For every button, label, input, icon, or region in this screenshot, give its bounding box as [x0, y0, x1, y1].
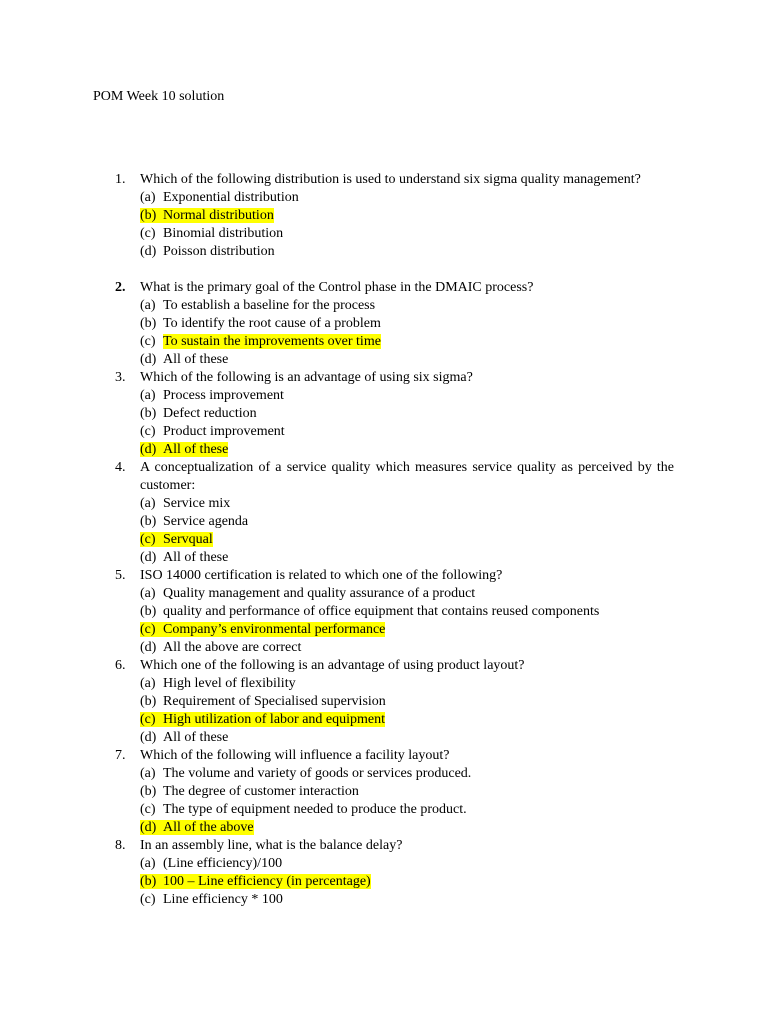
option-d	[140, 549, 674, 567]
option-letter: (c)	[140, 622, 156, 637]
option-text: Company’s environmental performance	[163, 622, 386, 637]
option-letter: (c)	[140, 226, 156, 241]
option-text: (Line efficiency)/100	[163, 856, 283, 871]
option-letter: (c)	[140, 802, 156, 817]
option-b	[140, 603, 674, 621]
option-text: To establish a baseline for the process	[163, 298, 376, 313]
option-a	[140, 675, 674, 693]
option-list	[140, 585, 674, 657]
option-d-correct	[140, 441, 674, 459]
option-d	[140, 639, 674, 657]
option-text: Service mix	[163, 496, 231, 511]
option-letter: (a)	[140, 190, 156, 205]
option-letter: (b)	[140, 694, 157, 709]
option-letter: (b)	[140, 784, 157, 799]
option-letter: (d)	[140, 244, 157, 259]
question-6	[0, 657, 768, 747]
option-letter: (d)	[140, 352, 157, 367]
option-text: All of these	[163, 730, 229, 745]
option-a	[140, 387, 674, 405]
question-number: 3.	[115, 370, 126, 385]
option-list	[140, 189, 674, 261]
question-8	[0, 837, 768, 909]
question-number: 1.	[115, 172, 126, 187]
option-c-correct	[140, 333, 674, 351]
option-text: Normal distribution	[163, 208, 274, 223]
option-letter: (a)	[140, 298, 156, 313]
option-text: The type of equipment needed to produce the product.	[163, 802, 467, 817]
option-text: All of these	[163, 352, 229, 367]
option-letter: (b)	[140, 208, 157, 223]
option-text: Poisson distribution	[163, 244, 275, 259]
question-5	[0, 567, 768, 657]
option-a	[140, 297, 674, 315]
option-d	[140, 729, 674, 747]
option-text: Servqual	[163, 532, 213, 547]
option-letter: (b)	[140, 316, 157, 331]
option-text: Service agenda	[163, 514, 249, 529]
option-text: To identify the root cause of a problem	[163, 316, 381, 331]
option-a	[140, 585, 674, 603]
question-number: 6.	[115, 658, 126, 673]
question-number: 5.	[115, 568, 126, 583]
option-b	[140, 513, 674, 531]
option-b	[140, 315, 674, 333]
option-text: 100 – Line efficiency (in percentage)	[163, 874, 371, 889]
option-a	[140, 765, 674, 783]
option-a	[140, 189, 674, 207]
option-b	[140, 405, 674, 423]
option-c	[140, 891, 674, 909]
question-text: Which of the following distribution is used to understand six sigma quality management?	[140, 172, 641, 187]
option-letter: (b)	[140, 406, 157, 421]
question-text: A conceptualization of a service quality which measures service quality as perceived by the customer:	[140, 460, 674, 493]
option-list	[140, 675, 674, 747]
option-text: Line efficiency * 100	[163, 892, 283, 907]
question-number: 8.	[115, 838, 126, 853]
option-letter: (b)	[140, 604, 157, 619]
option-text: All of these	[163, 442, 229, 457]
option-text: All of the above	[163, 820, 254, 835]
question-3	[0, 369, 768, 459]
question-number: 4.	[115, 460, 126, 475]
question-text: What is the primary goal of the Control phase in the DMAIC process?	[140, 280, 534, 295]
option-b-correct	[140, 207, 674, 225]
option-c	[140, 801, 674, 819]
option-text: All the above are correct	[163, 640, 302, 655]
option-c	[140, 423, 674, 441]
option-letter: (a)	[140, 388, 156, 403]
option-letter: (d)	[140, 442, 157, 457]
question-text: Which one of the following is an advantage of using product layout?	[140, 658, 525, 673]
option-text: All of these	[163, 550, 229, 565]
option-text: Quality management and quality assurance of a product	[163, 586, 476, 601]
option-list	[140, 765, 674, 837]
question-list	[0, 171, 768, 909]
option-text: The degree of customer interaction	[163, 784, 359, 799]
option-c-correct	[140, 531, 674, 549]
option-d	[140, 351, 674, 369]
question-text: Which of the following is an advantage of using six sigma?	[140, 370, 473, 385]
option-letter: (c)	[140, 712, 156, 727]
question-number: 2.	[115, 280, 126, 295]
question-text: In an assembly line, what is the balance delay?	[140, 838, 403, 853]
option-text: Defect reduction	[163, 406, 257, 421]
option-letter: (b)	[140, 514, 157, 529]
option-d-correct	[140, 819, 674, 837]
option-list	[140, 387, 674, 459]
option-text: Requirement of Specialised supervision	[163, 694, 386, 709]
option-text: To sustain the improvements over time	[163, 334, 381, 349]
option-b	[140, 693, 674, 711]
option-a	[140, 495, 674, 513]
question-4	[0, 459, 768, 567]
option-text: High level of flexibility	[163, 676, 296, 691]
option-c-correct	[140, 711, 674, 729]
question-7	[0, 747, 768, 837]
option-letter: (c)	[140, 532, 156, 547]
option-letter: (a)	[140, 766, 156, 781]
option-list	[140, 495, 674, 567]
option-letter: (a)	[140, 586, 156, 601]
option-b	[140, 783, 674, 801]
option-letter: (b)	[140, 874, 157, 889]
option-letter: (d)	[140, 730, 157, 745]
option-a	[140, 855, 674, 873]
option-letter: (c)	[140, 334, 156, 349]
option-list	[140, 297, 674, 369]
question-text: ISO 14000 certification is related to which one of the following?	[140, 568, 503, 583]
option-d	[140, 243, 674, 261]
option-b-correct	[140, 873, 674, 891]
option-text: The volume and variety of goods or services produced.	[163, 766, 472, 781]
question-text: Which of the following will influence a facility layout?	[140, 748, 450, 763]
option-c	[140, 225, 674, 243]
option-list	[140, 855, 674, 909]
option-text: Exponential distribution	[163, 190, 299, 205]
question-2	[0, 279, 768, 369]
page-title: POM Week 10 solution	[93, 89, 225, 104]
question-number: 7.	[115, 748, 126, 763]
option-letter: (a)	[140, 856, 156, 871]
option-letter: (c)	[140, 892, 156, 907]
option-c-correct	[140, 621, 674, 639]
option-letter: (a)	[140, 676, 156, 691]
option-letter: (d)	[140, 550, 157, 565]
option-text: High utilization of labor and equipment	[163, 712, 386, 727]
option-text: Product improvement	[163, 424, 285, 439]
option-text: quality and performance of office equipment that contains reused components	[163, 604, 600, 619]
option-text: Process improvement	[163, 388, 284, 403]
option-letter: (c)	[140, 424, 156, 439]
option-letter: (a)	[140, 496, 156, 511]
option-letter: (d)	[140, 820, 157, 835]
option-text: Binomial distribution	[163, 226, 284, 241]
question-1	[0, 171, 768, 261]
option-letter: (d)	[140, 640, 157, 655]
